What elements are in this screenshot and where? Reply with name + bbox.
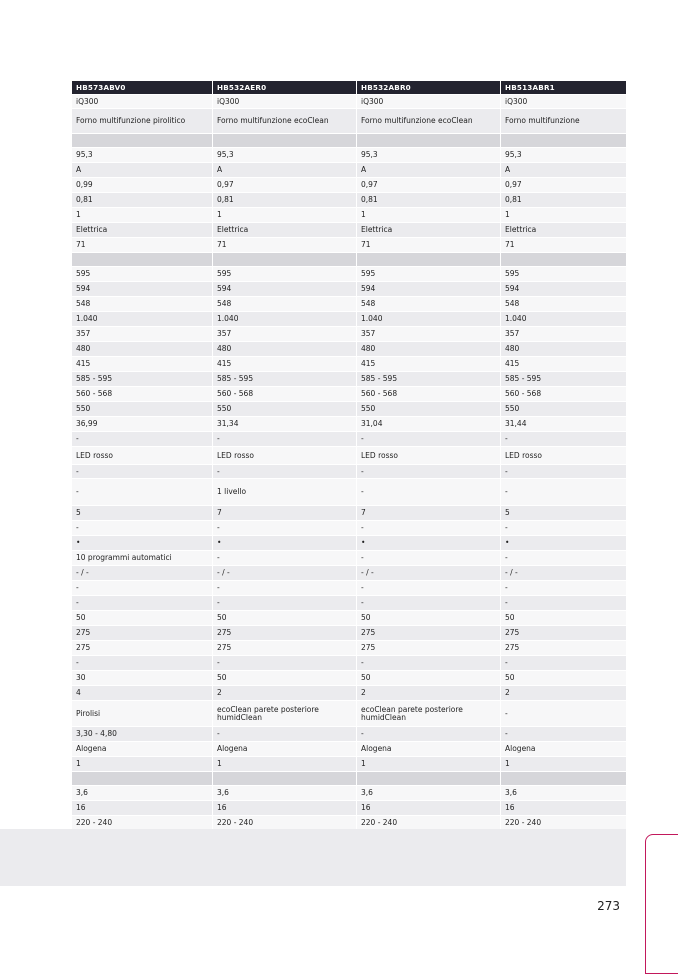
table-cell: Forno multifunzione pirolitico xyxy=(72,109,213,133)
table-cell: - xyxy=(357,465,501,478)
table-cell: 220 - 240 xyxy=(505,818,542,828)
table-row xyxy=(72,785,626,800)
table-cell: - xyxy=(505,487,508,497)
table-row xyxy=(72,595,626,610)
table-cell: 585 - 595 xyxy=(213,372,357,386)
table-cell: 1.040 xyxy=(505,314,527,324)
table-cell xyxy=(357,772,501,785)
table-cell: 50 xyxy=(505,613,515,623)
table-cell: LED rosso xyxy=(72,447,213,464)
table-cell: 415 xyxy=(213,357,357,371)
table-cell: - xyxy=(213,551,357,565)
header-cell: HB513ABR1 xyxy=(505,82,555,92)
table-row xyxy=(72,700,626,726)
table-cell: 95,3 xyxy=(72,148,213,162)
table-cell: 2 xyxy=(357,686,501,700)
table-cell: 3,6 xyxy=(213,786,357,800)
table-cell: - xyxy=(72,465,213,478)
table-cell: 415 xyxy=(505,359,520,369)
table-cell: 357 xyxy=(505,329,520,339)
table-cell: - xyxy=(213,656,357,670)
table-cell: Elettrica xyxy=(72,223,213,237)
table-cell: 71 xyxy=(72,238,213,252)
table-row xyxy=(72,341,626,356)
table-cell: 550 xyxy=(213,402,357,416)
table-cell: 71 xyxy=(213,238,357,252)
table-row xyxy=(72,756,626,771)
table-cell: 595 xyxy=(72,267,213,281)
table-row xyxy=(72,207,626,222)
table-cell: Alogena xyxy=(72,742,213,756)
table-cell: 357 xyxy=(213,327,357,341)
table-cell: - xyxy=(72,596,213,610)
table-cell: 1 xyxy=(213,208,357,222)
table-cell: 3,6 xyxy=(357,786,501,800)
table-cell: 275 xyxy=(72,626,213,640)
table-cell: - / - xyxy=(357,566,501,580)
table-cell: - xyxy=(357,432,501,446)
table-cell: Pirolisi xyxy=(72,701,213,726)
header-cell: HB532ABR0 xyxy=(357,81,501,94)
table-cell: 7 xyxy=(357,506,501,520)
table-cell: - xyxy=(505,598,508,608)
table-row xyxy=(72,550,626,565)
table-cell: Alogena xyxy=(505,744,536,754)
table-row xyxy=(72,281,626,296)
table-cell: 0,81 xyxy=(213,193,357,207)
table-cell: 595 xyxy=(213,267,357,281)
table-cell: 275 xyxy=(505,643,520,653)
table-row xyxy=(72,401,626,416)
table-cell: 31,44 xyxy=(505,419,527,429)
table-row xyxy=(72,108,626,133)
table-cell: 50 xyxy=(72,611,213,625)
table-cell: 50 xyxy=(357,611,501,625)
table-cell: 50 xyxy=(213,671,357,685)
table-cell: • xyxy=(505,538,510,548)
table-row xyxy=(72,655,626,670)
table-cell: 275 xyxy=(213,626,357,640)
table-cell: 5 xyxy=(505,508,510,518)
table-cell: iQ300 xyxy=(357,95,501,108)
table-row xyxy=(72,580,626,595)
table-cell: 0,97 xyxy=(505,180,522,190)
table-cell: - xyxy=(213,521,357,535)
table-cell: A xyxy=(357,163,501,177)
table-cell: Elettrica xyxy=(357,223,501,237)
table-cell: 31,04 xyxy=(357,417,501,431)
table-cell: Forno multifunzione xyxy=(505,116,580,126)
table-cell: - xyxy=(72,656,213,670)
table-row xyxy=(72,416,626,431)
table-row xyxy=(72,192,626,207)
table-cell xyxy=(213,253,357,266)
table-cell: 1.040 xyxy=(357,312,501,326)
table-row xyxy=(72,222,626,237)
page-number: 273 xyxy=(597,899,620,913)
table-cell: 0,97 xyxy=(213,178,357,192)
table-cell: - xyxy=(72,581,213,595)
table-cell: ecoClean parete posteriore humidClean xyxy=(357,701,501,726)
table-cell: 2 xyxy=(505,688,510,698)
table-cell: 550 xyxy=(357,402,501,416)
table-cell: Alogena xyxy=(357,742,501,756)
table-cell: 594 xyxy=(505,284,520,294)
table-cell: 585 - 595 xyxy=(505,374,542,384)
table-cell: - xyxy=(213,727,357,741)
table-cell: 594 xyxy=(357,282,501,296)
table-cell: - xyxy=(72,432,213,446)
table-cell: - xyxy=(505,434,508,444)
table-cell: 7 xyxy=(213,506,357,520)
table-row xyxy=(72,478,626,505)
table-cell: iQ300 xyxy=(213,95,357,108)
table-cell: 548 xyxy=(505,299,520,309)
table-cell: - xyxy=(213,465,357,478)
table-cell: LED rosso xyxy=(213,447,357,464)
table-row xyxy=(72,741,626,756)
table-cell: 548 xyxy=(213,297,357,311)
table-cell xyxy=(213,134,357,147)
table-cell: - xyxy=(505,729,508,739)
table-cell: 4 xyxy=(72,686,213,700)
table-cell: 275 xyxy=(505,628,520,638)
table-cell: A xyxy=(72,163,213,177)
table-cell: 0,81 xyxy=(72,193,213,207)
table-cell xyxy=(72,772,213,785)
table-row xyxy=(72,815,626,830)
table-row xyxy=(72,266,626,281)
table-cell: Forno multifunzione ecoClean xyxy=(213,109,357,133)
table-cell: - xyxy=(505,658,508,668)
table-cell: 1 xyxy=(505,210,510,220)
table-cell: 16 xyxy=(213,801,357,815)
table-header-row xyxy=(72,81,626,94)
table-cell: - / - xyxy=(72,566,213,580)
table-cell: 16 xyxy=(72,801,213,815)
table-cell: 594 xyxy=(72,282,213,296)
table-cell: 220 - 240 xyxy=(213,816,357,830)
table-cell: 1 xyxy=(213,757,357,771)
table-cell: 3,6 xyxy=(72,786,213,800)
header-cell: HB573ABV0 xyxy=(72,81,213,94)
table-cell: 5 xyxy=(72,506,213,520)
table-cell: 16 xyxy=(357,801,501,815)
table-row xyxy=(72,726,626,741)
table-row xyxy=(72,147,626,162)
table-cell: 275 xyxy=(357,641,501,655)
table-cell: 1.040 xyxy=(213,312,357,326)
table-cell: - xyxy=(505,523,508,533)
table-cell: 30 xyxy=(72,671,213,685)
table-cell: 95,3 xyxy=(505,150,522,160)
table-cell: 415 xyxy=(357,357,501,371)
table-cell: Elettrica xyxy=(213,223,357,237)
table-cell: 1 xyxy=(357,208,501,222)
table-cell: A xyxy=(505,165,511,175)
table-cell: 1 xyxy=(72,208,213,222)
table-cell: A xyxy=(213,163,357,177)
table-cell: iQ300 xyxy=(72,95,213,108)
table-row xyxy=(72,800,626,815)
table-cell: 560 - 568 xyxy=(357,387,501,401)
table-row xyxy=(72,237,626,252)
table-cell: 275 xyxy=(213,641,357,655)
table-cell xyxy=(213,772,357,785)
table-cell: - / - xyxy=(505,568,518,578)
table-cell: 1 xyxy=(72,757,213,771)
table-cell: 36,99 xyxy=(72,417,213,431)
table-cell: 50 xyxy=(505,673,515,683)
table-cell: 480 xyxy=(505,344,520,354)
table-cell: 2 xyxy=(213,686,357,700)
table-cell: 595 xyxy=(357,267,501,281)
table-cell: 480 xyxy=(72,342,213,356)
table-cell: 548 xyxy=(72,297,213,311)
corner-tab-decoration xyxy=(645,834,678,974)
table-cell xyxy=(357,134,501,147)
table-cell: 357 xyxy=(357,327,501,341)
table-row xyxy=(72,565,626,580)
table-cell: 585 - 595 xyxy=(357,372,501,386)
table-cell: 0,81 xyxy=(505,195,522,205)
table-cell: Forno multifunzione ecoClean xyxy=(357,109,501,133)
table-cell: 560 - 568 xyxy=(213,387,357,401)
table-cell: - xyxy=(505,466,508,476)
table-cell xyxy=(501,253,626,266)
table-cell xyxy=(501,134,626,147)
table-cell: • xyxy=(357,536,501,550)
table-cell: 50 xyxy=(357,671,501,685)
table-cell: 357 xyxy=(72,327,213,341)
table-row xyxy=(72,311,626,326)
section-separator-row xyxy=(72,771,626,785)
table-cell: 548 xyxy=(357,297,501,311)
table-cell: - xyxy=(357,596,501,610)
table-cell: 3,6 xyxy=(505,788,517,798)
table-cell: 16 xyxy=(505,803,515,813)
table-cell: 95,3 xyxy=(213,148,357,162)
table-cell: - xyxy=(213,581,357,595)
table-cell: 0,99 xyxy=(72,178,213,192)
table-cell: 275 xyxy=(72,641,213,655)
table-cell: 220 - 240 xyxy=(357,816,501,830)
table-cell: - xyxy=(505,708,508,718)
spec-table xyxy=(72,81,626,875)
table-cell: - xyxy=(357,521,501,535)
table-cell xyxy=(72,253,213,266)
table-cell: - / - xyxy=(213,566,357,580)
table-row xyxy=(72,535,626,550)
table-cell: 560 - 568 xyxy=(505,389,542,399)
table-cell: 480 xyxy=(357,342,501,356)
table-row xyxy=(72,520,626,535)
table-cell: 275 xyxy=(357,626,501,640)
table-cell: - xyxy=(357,727,501,741)
table-row xyxy=(72,386,626,401)
section-separator-row xyxy=(72,133,626,147)
table-cell: 71 xyxy=(357,238,501,252)
table-row xyxy=(72,94,626,108)
table-cell: 550 xyxy=(72,402,213,416)
table-cell: - xyxy=(213,596,357,610)
table-cell: - xyxy=(505,553,508,563)
table-cell: 220 - 240 xyxy=(72,816,213,830)
table-row xyxy=(72,296,626,311)
table-cell: 0,81 xyxy=(357,193,501,207)
table-cell: 1 xyxy=(357,757,501,771)
table-cell: 1 xyxy=(505,759,510,769)
footer-band xyxy=(0,829,626,886)
table-cell: 0,97 xyxy=(357,178,501,192)
table-row xyxy=(72,371,626,386)
table-cell: LED rosso xyxy=(505,450,542,460)
table-cell: • xyxy=(72,536,213,550)
table-cell: 560 - 568 xyxy=(72,387,213,401)
table-cell: 3,30 - 4,80 xyxy=(72,727,213,741)
table-cell: • xyxy=(213,536,357,550)
header-cell: HB532AER0 xyxy=(213,81,357,94)
table-cell: LED rosso xyxy=(357,447,501,464)
table-cell: 550 xyxy=(505,404,520,414)
table-row xyxy=(72,610,626,625)
table-cell: 95,3 xyxy=(357,148,501,162)
table-cell: 594 xyxy=(213,282,357,296)
table-row xyxy=(72,177,626,192)
table-cell xyxy=(357,253,501,266)
table-cell xyxy=(501,772,626,785)
table-cell: 585 - 595 xyxy=(72,372,213,386)
section-separator-row xyxy=(72,252,626,266)
table-cell: - xyxy=(505,583,508,593)
table-row xyxy=(72,446,626,464)
table-cell: Alogena xyxy=(213,742,357,756)
table-row xyxy=(72,505,626,520)
table-cell: - xyxy=(213,432,357,446)
table-cell: iQ300 xyxy=(505,96,528,106)
table-cell: 480 xyxy=(213,342,357,356)
table-cell: 415 xyxy=(72,357,213,371)
table-cell: - xyxy=(357,479,501,505)
table-row xyxy=(72,464,626,478)
table-cell: - xyxy=(357,656,501,670)
table-cell: 595 xyxy=(505,269,520,279)
table-cell: 31,34 xyxy=(213,417,357,431)
table-cell: - xyxy=(72,479,213,505)
table-row xyxy=(72,625,626,640)
table-row xyxy=(72,640,626,655)
table-row xyxy=(72,670,626,685)
table-cell: 10 programmi automatici xyxy=(72,551,213,565)
table-cell xyxy=(72,134,213,147)
table-cell: 71 xyxy=(505,240,515,250)
table-body xyxy=(72,94,626,875)
table-row xyxy=(72,431,626,446)
table-cell: 50 xyxy=(213,611,357,625)
table-cell: - xyxy=(72,521,213,535)
table-row xyxy=(72,162,626,177)
table-cell: - xyxy=(357,581,501,595)
table-row xyxy=(72,685,626,700)
table-cell: Elettrica xyxy=(505,225,537,235)
table-row xyxy=(72,356,626,371)
table-cell: ecoClean parete posteriore humidClean xyxy=(213,701,357,726)
table-cell: 1.040 xyxy=(72,312,213,326)
table-cell: 1 livello xyxy=(213,479,357,505)
table-cell: - xyxy=(357,551,501,565)
table-row xyxy=(72,326,626,341)
